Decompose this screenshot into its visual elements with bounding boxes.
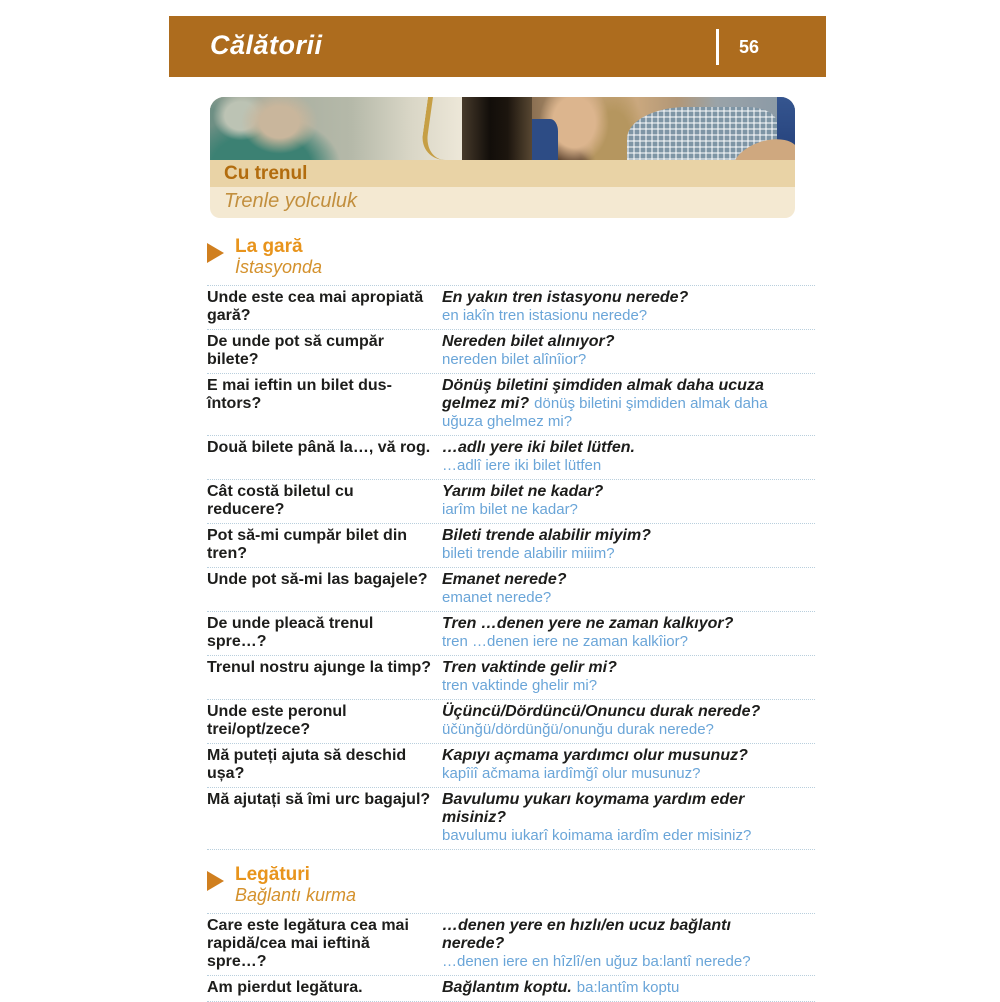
section-heading: [207, 236, 815, 278]
phrase-romanian: De unde pleacă trenul spre…?: [207, 615, 374, 650]
phrase-phonetic: bavulumu iukarî koimama iardîm eder misiniz?: [442, 827, 752, 844]
phrase-turkish-cell: [442, 377, 797, 431]
phrase-row: [207, 373, 815, 435]
phrase-section-1: [207, 864, 815, 1002]
section-subtitle: Bağlantı kurma: [235, 885, 357, 905]
photo-passenger: [532, 97, 795, 160]
phrase-row: [207, 523, 815, 567]
phrase-turkish: Tren vaktinde gelir mi?: [442, 659, 617, 676]
phrase-phonetic: dönüş biletini şimdiden almak daha uğuza ghelmez mi?: [442, 395, 768, 430]
phrase-romanian: Unde este peronul trei/opt/zece?: [207, 703, 347, 738]
phrase-turkish: …denen yere en hızlı/en ucuz bağlantı nerede?: [442, 917, 731, 952]
phrase-phonetic: iarîm bilet ne kadar?: [442, 501, 578, 518]
phrase-rows: [207, 913, 815, 1002]
phrase-turkish-cell: [442, 527, 797, 563]
phrase-phonetic: bileti trende alabilir miiim?: [442, 545, 615, 562]
topic-subtitle: Trenle yolculuk: [224, 190, 358, 212]
topic-title: Cu trenul: [224, 163, 308, 184]
phrase-phonetic: en iakîn tren istasionu nerede?: [442, 307, 648, 324]
phrase-phonetic: nereden bilet alînîior?: [442, 351, 587, 368]
phrase-turkish-cell: [442, 483, 797, 519]
phrase-turkish: …adlı yere iki bilet lütfen.: [442, 439, 635, 456]
phrase-turkish-cell: [442, 333, 797, 369]
section-title: Legături: [235, 864, 310, 885]
chapter-title: Călătorii: [210, 30, 323, 60]
phrase-turkish: Üçüncü/Dördüncü/Onuncu durak nerede?: [442, 703, 761, 720]
phrase-turkish-cell: [442, 979, 797, 997]
phrase-romanian: Unde este cea mai apropiată gară?: [207, 289, 424, 324]
phrase-romanian: Unde pot să-mi las bagajele?: [207, 571, 428, 588]
phrase-romanian: Trenul nostru ajunge la timp?: [207, 659, 432, 676]
topic-subtitle-strip: [210, 187, 795, 218]
phrase-romanian: E mai ieftin un bilet dus-întors?: [207, 377, 392, 412]
phrase-row: [207, 743, 815, 787]
phrase-content: [207, 236, 815, 1002]
phrase-row: [207, 285, 815, 329]
phrase-phonetic: …denen iere en hîzlî/en uğuz ba:lantî nerede?: [442, 953, 751, 970]
phrase-turkish-cell: [442, 917, 797, 971]
phrase-row: [207, 699, 815, 743]
phrase-turkish-cell: [442, 659, 797, 695]
phrase-turkish: Yarım bilet ne kadar?: [442, 483, 604, 500]
phrase-phonetic: üčünğü/dördünğü/onunğu durak nerede?: [442, 721, 714, 738]
phrase-turkish-cell: [442, 571, 797, 607]
phrase-romanian: Pot să-mi cumpăr bilet din tren?: [207, 527, 408, 562]
phrase-romanian: Am pierdut legătura.: [207, 979, 363, 996]
phrase-turkish-cell: [442, 791, 797, 845]
phrase-row: [207, 913, 815, 975]
phrase-row: [207, 655, 815, 699]
phrase-phonetic: …adlî iere iki bilet lütfen: [442, 457, 602, 474]
phrase-romanian: Cât costă biletul cu reducere?: [207, 483, 354, 518]
phrase-rows: [207, 285, 815, 850]
phrase-turkish-cell: [442, 703, 797, 739]
phrase-row: [207, 435, 815, 479]
phrase-row: [207, 329, 815, 373]
phrase-romanian: De unde pot să cumpăr bilete?: [207, 333, 384, 368]
phrase-turkish: Bileti trende alabilir miyim?: [442, 527, 651, 544]
phrase-turkish-cell: [442, 439, 797, 475]
phrase-romanian: Care este legătura cea mai rapidă/cea mai ieftină spre…?: [207, 917, 409, 970]
section-title: La gară: [235, 236, 303, 257]
phrase-section-0: [207, 236, 815, 850]
phrase-row: [207, 787, 815, 849]
phrase-row: [207, 567, 815, 611]
phrase-phonetic: tren …denen iere ne zaman kalkîior?: [442, 633, 688, 650]
section-heading: [207, 864, 815, 906]
photo-seat-left: [532, 119, 558, 160]
phrase-row: [207, 975, 815, 1001]
phrase-turkish: Nereden bilet alınıyor?: [442, 333, 615, 350]
phrase-turkish: Dönüş biletini şimdiden almak daha ucuza gelmez mi?: [442, 377, 764, 412]
phrase-phonetic: kapîiî ačmama iardîmğî olur musunuz?: [442, 765, 701, 782]
phrase-phonetic: ba:lantîm koptu: [576, 979, 680, 996]
phrase-turkish: Kapıyı açmama yardımcı olur musunuz?: [442, 747, 748, 764]
section-arrow-icon: [207, 243, 224, 263]
phrase-romanian: Două bilete până la…, vă rog.: [207, 439, 431, 456]
train-photo: [210, 97, 795, 160]
phrase-romanian: Mă ajutați să îmi urc bagajul?: [207, 791, 431, 808]
page-number-divider: [716, 29, 719, 65]
section-subtitle: İstasyonda: [235, 257, 323, 277]
phrase-row: [207, 479, 815, 523]
section-arrow-icon: [207, 871, 224, 891]
page-number: 56: [739, 37, 760, 57]
topic-title-strip: [210, 160, 795, 187]
phrase-turkish: Tren …denen yere ne zaman kalkıyor?: [442, 615, 734, 632]
photo-window-frame: [462, 97, 532, 160]
phrase-turkish-cell: [442, 747, 797, 783]
phrase-row: [207, 611, 815, 655]
phrase-turkish: Emanet nerede?: [442, 571, 567, 588]
phrase-phonetic: emanet nerede?: [442, 589, 552, 606]
phrase-turkish-cell: [442, 615, 797, 651]
chapter-band: [169, 16, 826, 77]
phrase-phonetic: tren vaktinde ghelir mi?: [442, 677, 598, 694]
phrase-turkish: En yakın tren istasyonu nerede?: [442, 289, 689, 306]
phrase-turkish: Bağlantım koptu.: [442, 979, 572, 996]
phrase-romanian: Mă puteți ajuta să deschid ușa?: [207, 747, 407, 782]
phrase-turkish: Bavulumu yukarı koymama yardım eder misiniz?: [442, 791, 745, 826]
phrase-turkish-cell: [442, 289, 797, 325]
